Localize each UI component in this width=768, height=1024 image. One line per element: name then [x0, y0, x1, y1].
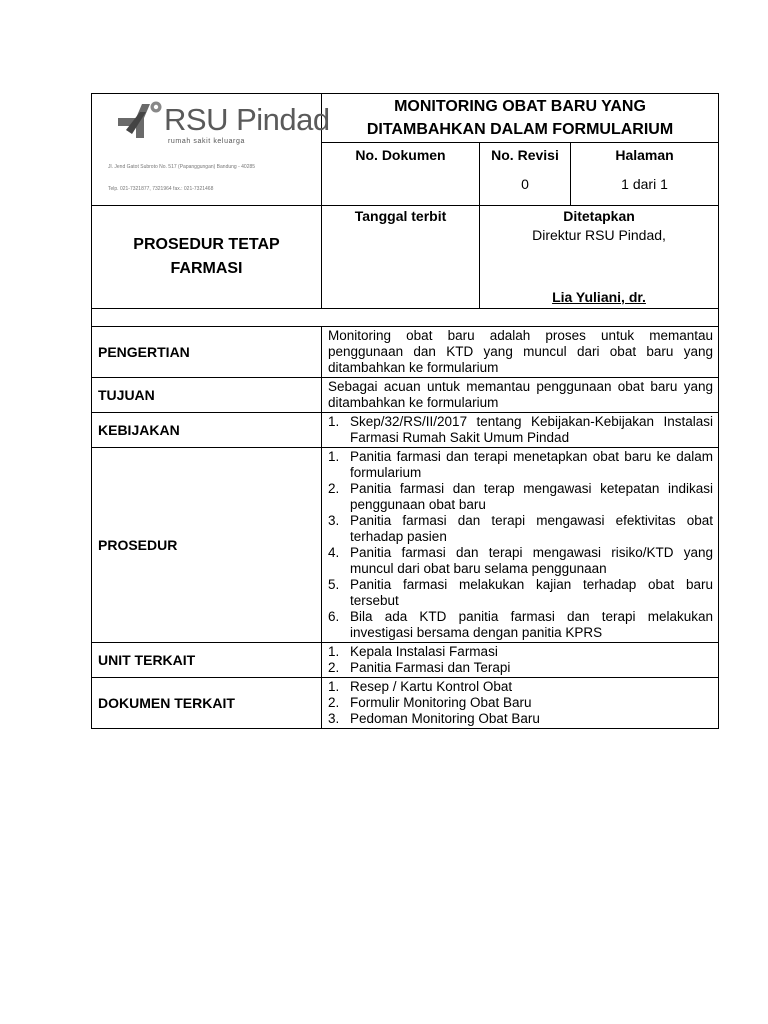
doc-number-label: No. Dokumen — [355, 147, 446, 163]
list-item — [328, 695, 713, 711]
list-number: 5. — [328, 577, 340, 592]
list-item — [328, 609, 713, 641]
list-item — [328, 679, 713, 695]
procedure-table — [91, 326, 719, 729]
protap-line1: PROSEDUR TETAP — [133, 236, 280, 253]
list-text: Pedoman Monitoring Obat Baru — [350, 711, 540, 726]
pengertian-text: Monitoring obat baru adalah proses untuk memantau penggunaan dan KTD yang muncul dari obat baru yang ditambahkan ke formularium — [322, 327, 719, 378]
approver-role: Direktur RSU Pindad, — [532, 227, 666, 243]
row-unit-terkait — [92, 643, 719, 678]
list-number: 4. — [328, 545, 340, 560]
list-text: Panitia Farmasi dan Terapi — [350, 660, 511, 675]
issued-date-cell — [322, 206, 480, 309]
signatory-name: Lia Yuliani, dr. — [552, 289, 646, 305]
list-item — [328, 449, 713, 481]
list-text: Bila ada KTD panitia farmasi dan terapi melakukan investigasi bersama dengan panitia KPRS — [350, 609, 713, 640]
list-text: Panitia farmasi dan terapi mengawasi risiko/KTD yang muncul dari obat baru selama penggunaan — [350, 545, 713, 576]
list-number: 1. — [328, 679, 340, 694]
page-cell — [571, 143, 719, 206]
kebijakan-list — [328, 414, 713, 446]
doc-number-value — [322, 163, 479, 176]
dokumen-terkait-label: DOKUMEN TERKAIT — [92, 678, 322, 729]
list-text: Panitia farmasi melakukan kajian terhadap obat baru tersebut — [350, 577, 713, 608]
row-prosedur — [92, 448, 719, 643]
logo-phone: Telp. 021-7321877, 7321964 fax.: 021-7321468 — [108, 186, 214, 192]
issued-date-label: Tanggal terbit — [354, 208, 447, 224]
dokumen-terkait-list — [328, 679, 713, 727]
list-number: 6. — [328, 609, 340, 624]
approval-label: Ditetapkan — [563, 208, 635, 224]
logo-name: RSU Pindad — [164, 102, 330, 137]
pengertian-label: PENGERTIAN — [92, 327, 322, 378]
list-number: 1. — [328, 449, 340, 464]
unit-terkait-list — [328, 644, 713, 676]
logo-address: Jl. Jend Gatot Subroto No. 517 (Papanggungan) Bandung - 40285 — [108, 164, 256, 170]
list-number: 2. — [328, 660, 340, 675]
list-number: 3. — [328, 513, 340, 528]
logo-tagline: rumah sakit keluarga — [168, 138, 245, 145]
row-kebijakan — [92, 413, 719, 448]
tujuan-text: Sebagai acuan untuk memantau penggunaan obat baru yang ditambahkan ke formularium — [322, 378, 719, 413]
list-item — [328, 481, 713, 513]
list-item — [328, 711, 713, 727]
list-text: Kepala Instalasi Farmasi — [350, 644, 498, 659]
rsu-pindad-logo-icon — [116, 100, 168, 140]
unit-terkait-label: UNIT TERKAIT — [92, 643, 322, 678]
list-item — [328, 577, 713, 609]
list-text: Resep / Kartu Kontrol Obat — [350, 679, 513, 694]
revision-label: No. Revisi — [491, 147, 559, 163]
logo-cell — [92, 94, 330, 206]
row-pengertian — [92, 327, 719, 378]
list-text: Panitia farmasi dan terap mengawasi ketepatan indikasi penggunaan obat baru — [350, 481, 713, 512]
tujuan-label: TUJUAN — [92, 378, 322, 413]
spacer-row — [92, 309, 719, 327]
list-item — [328, 513, 713, 545]
row-dokumen-terkait — [92, 678, 719, 729]
header-table — [91, 93, 719, 327]
row-tujuan — [92, 378, 719, 413]
kebijakan-label: KEBIJAKAN — [92, 413, 322, 448]
list-text: Formulir Monitoring Obat Baru — [350, 695, 532, 710]
list-number: 2. — [328, 695, 340, 710]
list-number: 2. — [328, 481, 340, 496]
document-title-line2: DITAMBAHKAN DALAM FORMULARIUM — [366, 121, 674, 138]
protap-line2: FARMASI — [170, 260, 243, 277]
list-item — [328, 644, 713, 660]
protap-cell — [92, 206, 322, 309]
list-item — [328, 545, 713, 577]
page-label: Halaman — [615, 147, 674, 163]
revision-value: 0 — [521, 176, 529, 192]
list-text: Panitia farmasi dan terapi menetapkan obat baru ke dalam formularium — [350, 449, 713, 480]
page-value: 1 dari 1 — [621, 176, 668, 192]
list-item — [328, 414, 713, 446]
prosedur-list — [328, 449, 713, 641]
list-number: 1. — [328, 644, 340, 659]
list-number: 3. — [328, 711, 340, 726]
list-text: Skep/32/RS/II/2017 tentang Kebijakan-Kebijakan Instalasi Farmasi Rumah Sakit Umum Pindad — [350, 414, 713, 445]
revision-cell — [480, 143, 571, 206]
document-title-line1: MONITORING OBAT BARU YANG — [394, 98, 646, 115]
list-number: 1. — [328, 414, 340, 429]
approval-cell — [480, 206, 719, 309]
prosedur-label: PROSEDUR — [92, 448, 322, 643]
doc-number-cell — [322, 143, 480, 206]
document-title — [322, 94, 719, 143]
list-item — [328, 660, 713, 676]
list-text: Panitia farmasi dan terapi mengawasi efektivitas obat terhadap pasien — [350, 513, 713, 544]
